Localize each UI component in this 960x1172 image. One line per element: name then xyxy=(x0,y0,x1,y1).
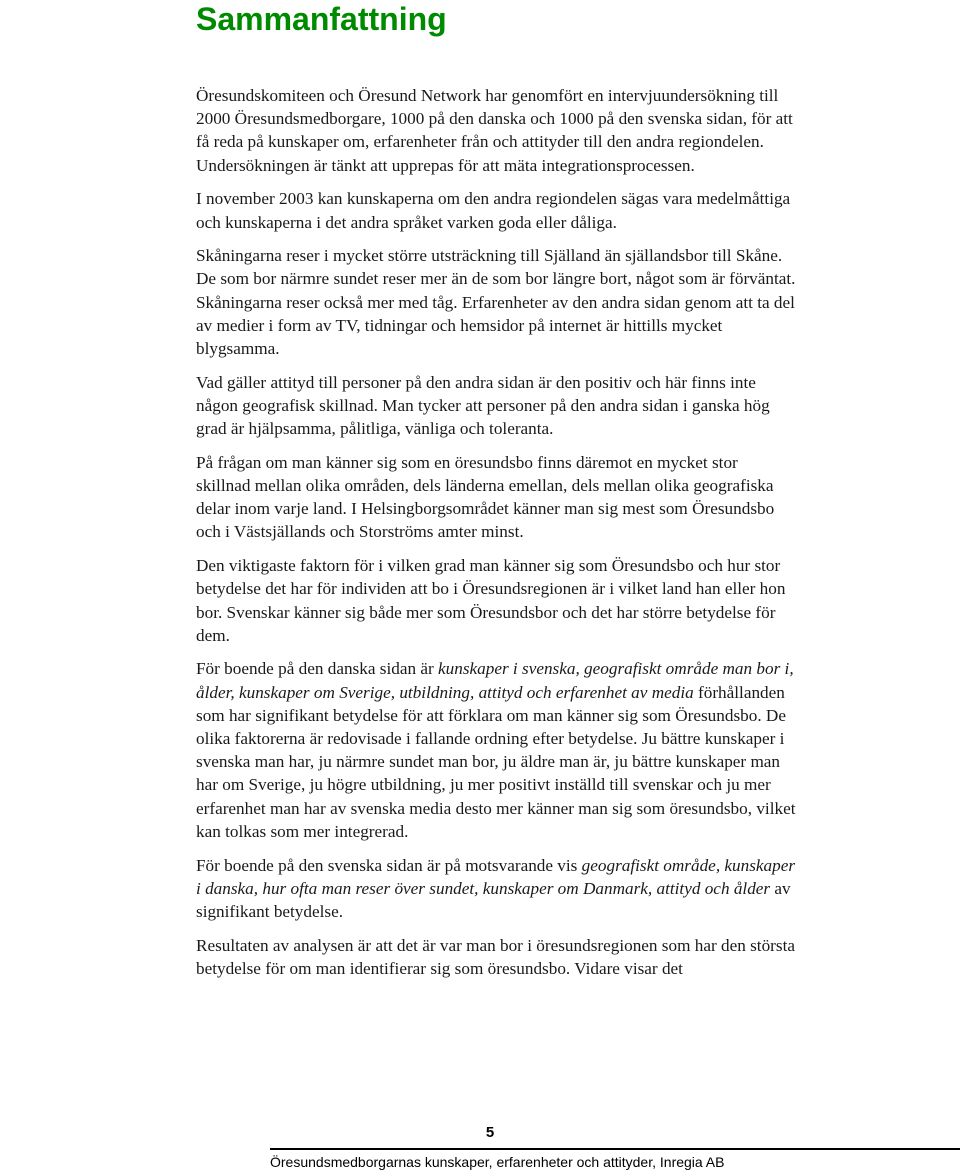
paragraph-danish-lead: För boende på den danska sidan är xyxy=(196,659,438,679)
paragraph-results: Resultaten av analysen är att det är var man bor i öresundsregionen som har den största betydelse för om man identifierar sig som öresundsbo. Vidare visar det xyxy=(196,935,795,978)
paragraph-swedish-rest: av signifikant betydelse. xyxy=(196,878,791,921)
paragraph-danish-side xyxy=(196,657,796,843)
paragraph-swedish-factors: geografiskt område, kunskaper i danska, hur ofta man reser över sundet, kunskaper om Danmark, attityd och ålder xyxy=(196,855,796,898)
footer-divider xyxy=(270,1148,960,1150)
paragraph-travel: Skåningarna reser i mycket större utsträckning till Själland än själlandsbor till Skåne. De som bor närmre sundet reser mer än de som bor längre bort, något som är förväntat. Skåningarna reser också mer med tåg. Erfarenheter av den andra sidan genom att ta del av medier i form av TV, tidningar och hemsidor på internet är hittills mycket blygsamma. xyxy=(196,246,796,359)
summary-body xyxy=(196,84,796,991)
paragraph-country-factor: Den viktigaste faktorn för i vilken grad man känner sig som Öresundsbo och hur stor betydelse det har för individen att bo i Öresundsregionen är i vilket land han eller hon bor. Svenskar känner sig både mer som Öresundsbor och det har större betydelse för dem. xyxy=(196,556,786,645)
paragraph-danish-factors: kunskaper i svenska, geografiskt område man bor i, ålder, kunskaper om Sverige, utbildning, attityd och erfarenhet av media xyxy=(196,659,794,702)
paragraph-intro: Öresundskomiteen och Öresund Network har genomfört en intervjuundersökning till 2000 Öresundsmedborgare, 1000 på den danska och 1000 på den svenska sidan, för att få reda på kunskaper om, erfarenheter från och attityder till den andra regiondelen. Undersökningen är tänkt att upprepas för att mäta integrationsprocessen. xyxy=(196,86,793,175)
page-number: 5 xyxy=(485,1124,495,1141)
paragraph-swedish-lead: För boende på den svenska sidan är på motsvarande vis xyxy=(196,855,582,875)
paragraph-danish-rest: förhållanden som har signifikant betydelse för att förklara om man känner sig som Öresundsbo. De olika faktorerna är redovisade i fallande ordning efter betydelse. Ju bättre kunskaper i svenska man har, ju närmre sundet man bor, ju äldre man är, ju bättre kunskaper man har om Sverige, ju högre utbildning, ju mer positivt inställd till svenskar och ju mer erfarenhet man har av svenska media desto mer känner man sig som öresundsbo, vilket kan tolkas som mer integrerad. xyxy=(196,682,796,841)
paragraph-swedish-side xyxy=(196,854,796,924)
paragraph-attitude: Vad gäller attityd till personer på den andra sidan är den positiv och här finns inte någon geografisk skillnad. Man tycker att personer på den andra sidan i ganska hög grad är hjälpsamma, pålitliga, vänliga och toleranta. xyxy=(196,372,770,439)
footer-text: Öresundsmedborgarnas kunskaper, erfarenheter och attityder, Inregia AB xyxy=(270,1154,725,1170)
paragraph-identity: På frågan om man känner sig som en öresundsbo finns däremot en mycket stor skillnad mellan olika områden, dels länderna emellan, dels mellan olika geografiska delar inom varje land. I Helsingborgsområdet känner man sig mest som Öresundsbo och i Västsjällands och Storströms amter minst. xyxy=(196,452,775,542)
page-title: Sammanfattning xyxy=(196,1,447,37)
paragraph-knowledge: I november 2003 kan kunskaperna om den andra regiondelen sägas vara medelmåttiga och kunskaperna i det andra språket varken goda eller dåliga. xyxy=(196,189,791,232)
